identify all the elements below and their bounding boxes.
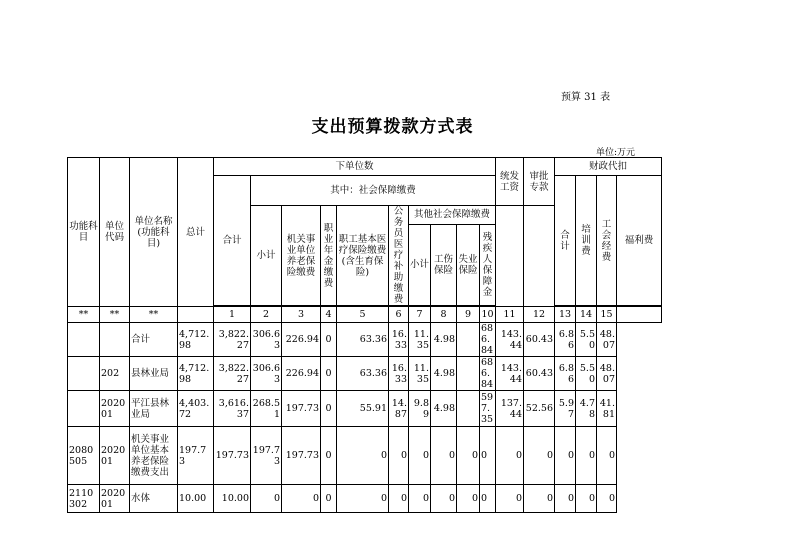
index-cell — [178, 307, 214, 323]
cell-total: 4,712.98 — [178, 323, 214, 357]
cell-code: 202001 — [100, 391, 130, 427]
cell-c3: 226.94 — [282, 357, 321, 391]
cell-c12: 60.43 — [524, 357, 555, 391]
cell-name: 县林业局 — [130, 357, 178, 391]
cell-c7: 0 — [409, 427, 431, 485]
table-row — [68, 485, 662, 513]
index-cell: 11 — [496, 307, 524, 323]
cell-c1: 197.73 — [214, 427, 251, 485]
cell-c8: 4.98 — [431, 357, 457, 391]
table-row — [68, 391, 662, 427]
index-cell: 3 — [282, 307, 321, 323]
header-medical: 职工基本医疗保险缴费(含生育保险) — [337, 206, 389, 306]
page-title: 支出预算拨款方式表 — [311, 117, 474, 137]
header-disabled: 残疾人保障金 — [480, 224, 496, 305]
cell-c6: 16.33 — [389, 357, 409, 391]
header-func-code: 功能科目 — [68, 158, 100, 307]
cell-c13: 0 — [555, 485, 576, 513]
cell-c8: 0 — [431, 485, 457, 513]
cell-c9 — [457, 357, 480, 391]
header-welfare: 福利费 — [617, 176, 662, 306]
cell-c3: 197.73 — [282, 427, 321, 485]
cell-c2: 0 — [251, 485, 282, 513]
cell-func — [68, 357, 100, 391]
cell-c11: 0 — [496, 427, 524, 485]
cell-total: 4,712.98 — [178, 357, 214, 391]
budget-table — [67, 157, 662, 513]
cell-c11: 143.44 — [496, 357, 524, 391]
header-annuity: 职业年金缴费 — [321, 206, 337, 306]
index-cell: 8 — [431, 307, 457, 323]
cell-c2: 268.51 — [251, 391, 282, 427]
cell-c7: 11.35 — [409, 357, 431, 391]
cell-c13: 0 — [555, 427, 576, 485]
cell-c2: 197.73 — [251, 427, 282, 485]
cell-c3: 0 — [282, 485, 321, 513]
header-total: 总计 — [178, 158, 214, 307]
cell-c4: 0 — [321, 427, 337, 485]
unit-label: 单位:万元 — [596, 148, 636, 158]
cell-c10: 597.35 — [480, 391, 496, 427]
index-cell: 12 — [524, 307, 555, 323]
cell-total: 4,403.72 — [178, 391, 214, 427]
cell-c14: 4.78 — [576, 391, 597, 427]
table-row — [68, 323, 662, 357]
cell-c2: 306.63 — [251, 357, 282, 391]
header-approved: 审批专款 — [524, 158, 555, 206]
header-other-small: 小计 — [409, 224, 431, 305]
cell-c15: 48.07 — [597, 323, 617, 357]
cell-total: 197.73 — [178, 427, 214, 485]
cell-c6: 0 — [389, 485, 409, 513]
cell-c10: 0 — [480, 485, 496, 513]
index-cell: 2 — [251, 307, 282, 323]
index-cell: 13 — [555, 307, 576, 323]
cell-c5: 0 — [337, 427, 389, 485]
cell-code: 202 — [100, 357, 130, 391]
header-civil-medical: 公务员医疗补助缴费 — [389, 206, 409, 306]
cell-c11: 0 — [496, 485, 524, 513]
cell-c5: 63.36 — [337, 323, 389, 357]
cell-c15: 0 — [597, 485, 617, 513]
header-fd-total: 合计 — [555, 176, 576, 306]
cell-c8: 4.98 — [431, 391, 457, 427]
header-unit-name: 单位名称(功能科目) — [130, 158, 178, 307]
header-subtotal: 合计 — [214, 176, 251, 306]
cell-c14: 0 — [576, 485, 597, 513]
cell-c6: 14.87 — [389, 391, 409, 427]
cell-name: 平江县林业局 — [130, 391, 178, 427]
cell-c9: 0 — [457, 427, 480, 485]
cell-c12: 0 — [524, 427, 555, 485]
header-unified-pay: 统发工资 — [496, 158, 524, 206]
cell-c1: 3,616.37 — [214, 391, 251, 427]
cell-c12: 0 — [524, 485, 555, 513]
cell-c6: 0 — [389, 427, 409, 485]
cell-c15: 41.81 — [597, 391, 617, 427]
cell-c10: 686.84 — [480, 357, 496, 391]
cell-c4: 0 — [321, 391, 337, 427]
header-other-social: 其他社会保障缴费 — [409, 206, 496, 225]
header-fiscal-deduct: 财政代扣 — [555, 158, 662, 176]
cell-c5: 0 — [337, 485, 389, 513]
cell-c14: 0 — [576, 427, 597, 485]
cell-c13: 6.86 — [555, 323, 576, 357]
cell-c9 — [457, 323, 480, 357]
cell-c4: 0 — [321, 323, 337, 357]
cell-c7: 9.89 — [409, 391, 431, 427]
cell-c12: 60.43 — [524, 323, 555, 357]
cell-c8: 0 — [431, 427, 457, 485]
cell-c5: 55.91 — [337, 391, 389, 427]
cell-c10: 0 — [480, 427, 496, 485]
cell-name: 水体 — [130, 485, 178, 513]
cell-c10: 686.84 — [480, 323, 496, 357]
header-union: 工会经费 — [597, 176, 617, 306]
cell-total: 10.00 — [178, 485, 214, 513]
index-cell: ** — [100, 307, 130, 323]
index-cell: 5 — [337, 307, 389, 323]
cell-c5: 63.36 — [337, 357, 389, 391]
cell-c8: 4.98 — [431, 323, 457, 357]
cell-func — [68, 323, 100, 357]
cell-c15: 0 — [597, 427, 617, 485]
cell-func: 2110302 — [68, 485, 100, 513]
index-cell: 10 — [480, 307, 496, 323]
header-of-which-social: 其中：社会保障缴费 — [251, 176, 496, 206]
header-small-total: 小计 — [251, 206, 282, 306]
cell-code: 202001 — [100, 427, 130, 485]
cell-c6: 16.33 — [389, 323, 409, 357]
cell-c14: 5.50 — [576, 357, 597, 391]
cell-c4: 0 — [321, 485, 337, 513]
cell-code — [100, 323, 130, 357]
index-cell: 7 — [409, 307, 431, 323]
cell-c2: 306.63 — [251, 323, 282, 357]
index-cell: 14 — [576, 307, 597, 323]
header-training: 培训费 — [576, 176, 597, 306]
cell-c9: 0 — [457, 485, 480, 513]
cell-c1: 3,822.27 — [214, 323, 251, 357]
header-injury: 工伤保险 — [431, 224, 457, 305]
cell-c7: 0 — [409, 485, 431, 513]
cell-c4: 0 — [321, 357, 337, 391]
index-cell: 15 — [597, 307, 617, 323]
header-unit-code: 单位代码 — [100, 158, 130, 307]
cell-c13: 5.97 — [555, 391, 576, 427]
index-cell: 6 — [389, 307, 409, 323]
cell-func: 2080505 — [68, 427, 100, 485]
index-cell: 1 — [214, 307, 251, 323]
header-lower-unit: 下单位数 — [214, 158, 496, 176]
table-row — [68, 357, 662, 391]
header-empty-10 — [496, 206, 524, 307]
index-cell: 4 — [321, 307, 337, 323]
cell-c15: 48.07 — [597, 357, 617, 391]
index-cell — [617, 307, 662, 323]
index-cell: 9 — [457, 307, 480, 323]
index-cell: ** — [68, 307, 100, 323]
cell-c1: 3,822.27 — [214, 357, 251, 391]
cell-name: 合计 — [130, 323, 178, 357]
cell-c14: 5.50 — [576, 323, 597, 357]
cell-c12: 52.56 — [524, 391, 555, 427]
header-unemploy: 失业保险 — [457, 224, 480, 305]
cell-func — [68, 391, 100, 427]
cell-c9 — [457, 391, 480, 427]
cell-code: 202001 — [100, 485, 130, 513]
cell-name: 机关事业单位基本养老保险缴费支出 — [130, 427, 178, 485]
cell-c11: 143.44 — [496, 323, 524, 357]
doc-label: 预算 31 表 — [561, 92, 611, 103]
cell-c11: 137.44 — [496, 391, 524, 427]
header-empty-11 — [524, 206, 555, 307]
header-pension: 机关事业单位养老保险缴费 — [282, 206, 321, 306]
table-row — [68, 427, 662, 485]
cell-c13: 6.86 — [555, 357, 576, 391]
index-row — [68, 307, 662, 323]
cell-c3: 226.94 — [282, 323, 321, 357]
cell-c7: 11.35 — [409, 323, 431, 357]
cell-c1: 10.00 — [214, 485, 251, 513]
cell-c3: 197.73 — [282, 391, 321, 427]
index-cell: ** — [130, 307, 178, 323]
